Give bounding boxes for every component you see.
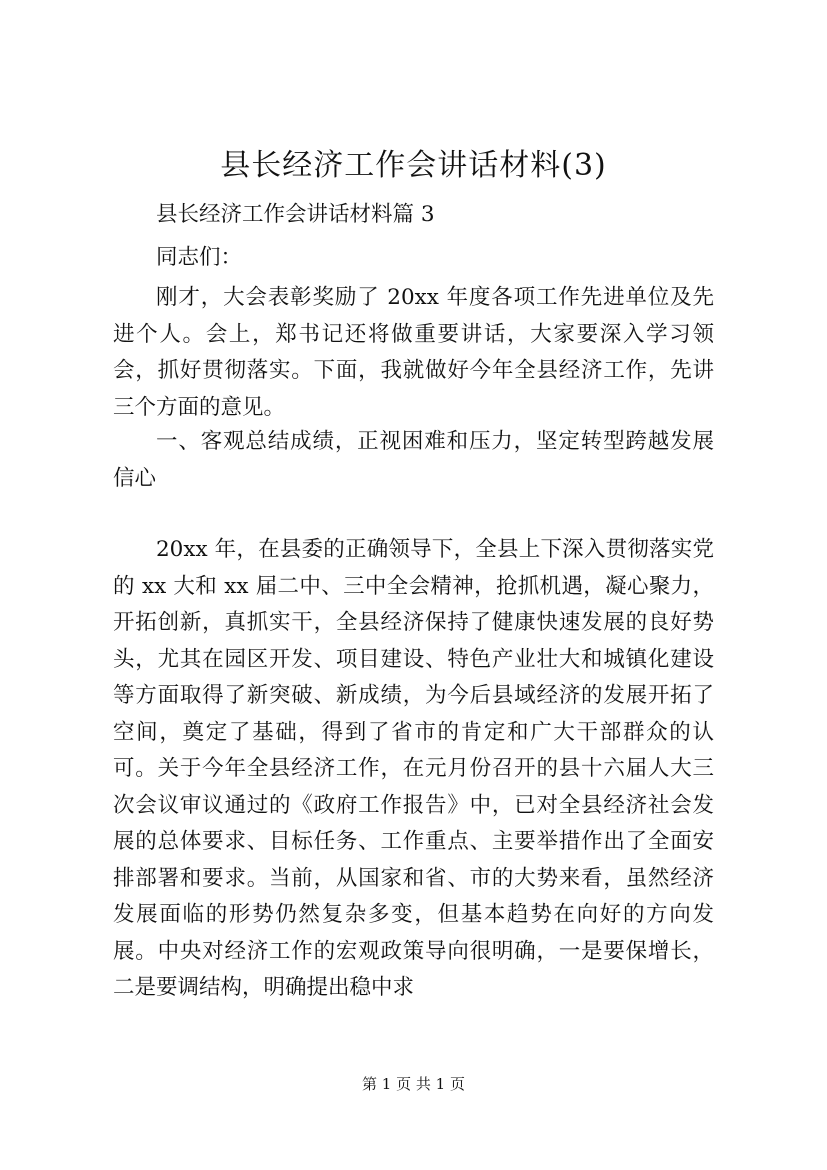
paragraph-body: 20xx 年，在县委的正确领导下，全县上下深入贯彻落实党的 xx 大和 xx 届二中、三中全会精神，抢抓机遇，凝心聚力，开拓创新，真抓实干，全县经济保持了健康快速发展的良好势头，尤其在园区开发、项目建设、特色产业壮大和城镇化建设等方面取得了新突破、新成绩，为今后县域经济的发展开拓了空间，奠定了基础，得到了省市的肯定和广大干部群众的认可。关于今年全县经济工作，在元月份召开的县十六届人大三次会议审议通过的《政府工作报告》中，已对全县经济社会发展的总体要求、目标任务、工作重点、主要举措作出了全面安排部署和要求。当前，从国家和省、市的大势来看，虽然经济发展面临的形势仍然复杂多变，但基本趋势在向好的方向发展。中央对经济工作的宏观政策导向很明确，一是要保增长，二是要调结构，明确提出稳中求: [113, 537, 714, 1000]
paragraph-intro: 刚才，大会表彰奖励了 20xx 年度各项工作先进单位及先进个人。会上，郑书记还将做重要讲话，大家要深入学习领会，抓好贯彻落实。下面，我就做好今年全县经济工作，先讲三个方面的意见。: [113, 285, 714, 420]
document-subtitle: 县长经济工作会讲话材料篇 3: [156, 202, 435, 227]
greeting-line: 同志们：: [156, 245, 243, 270]
page-number-footer: 第 1 页 共 1 页: [362, 1075, 465, 1093]
document-title: 县长经济工作会讲话材料(3): [220, 148, 607, 183]
section-heading: 一、客观总结成绩，正视困难和压力，坚定转型跨越发展信心: [113, 429, 714, 491]
